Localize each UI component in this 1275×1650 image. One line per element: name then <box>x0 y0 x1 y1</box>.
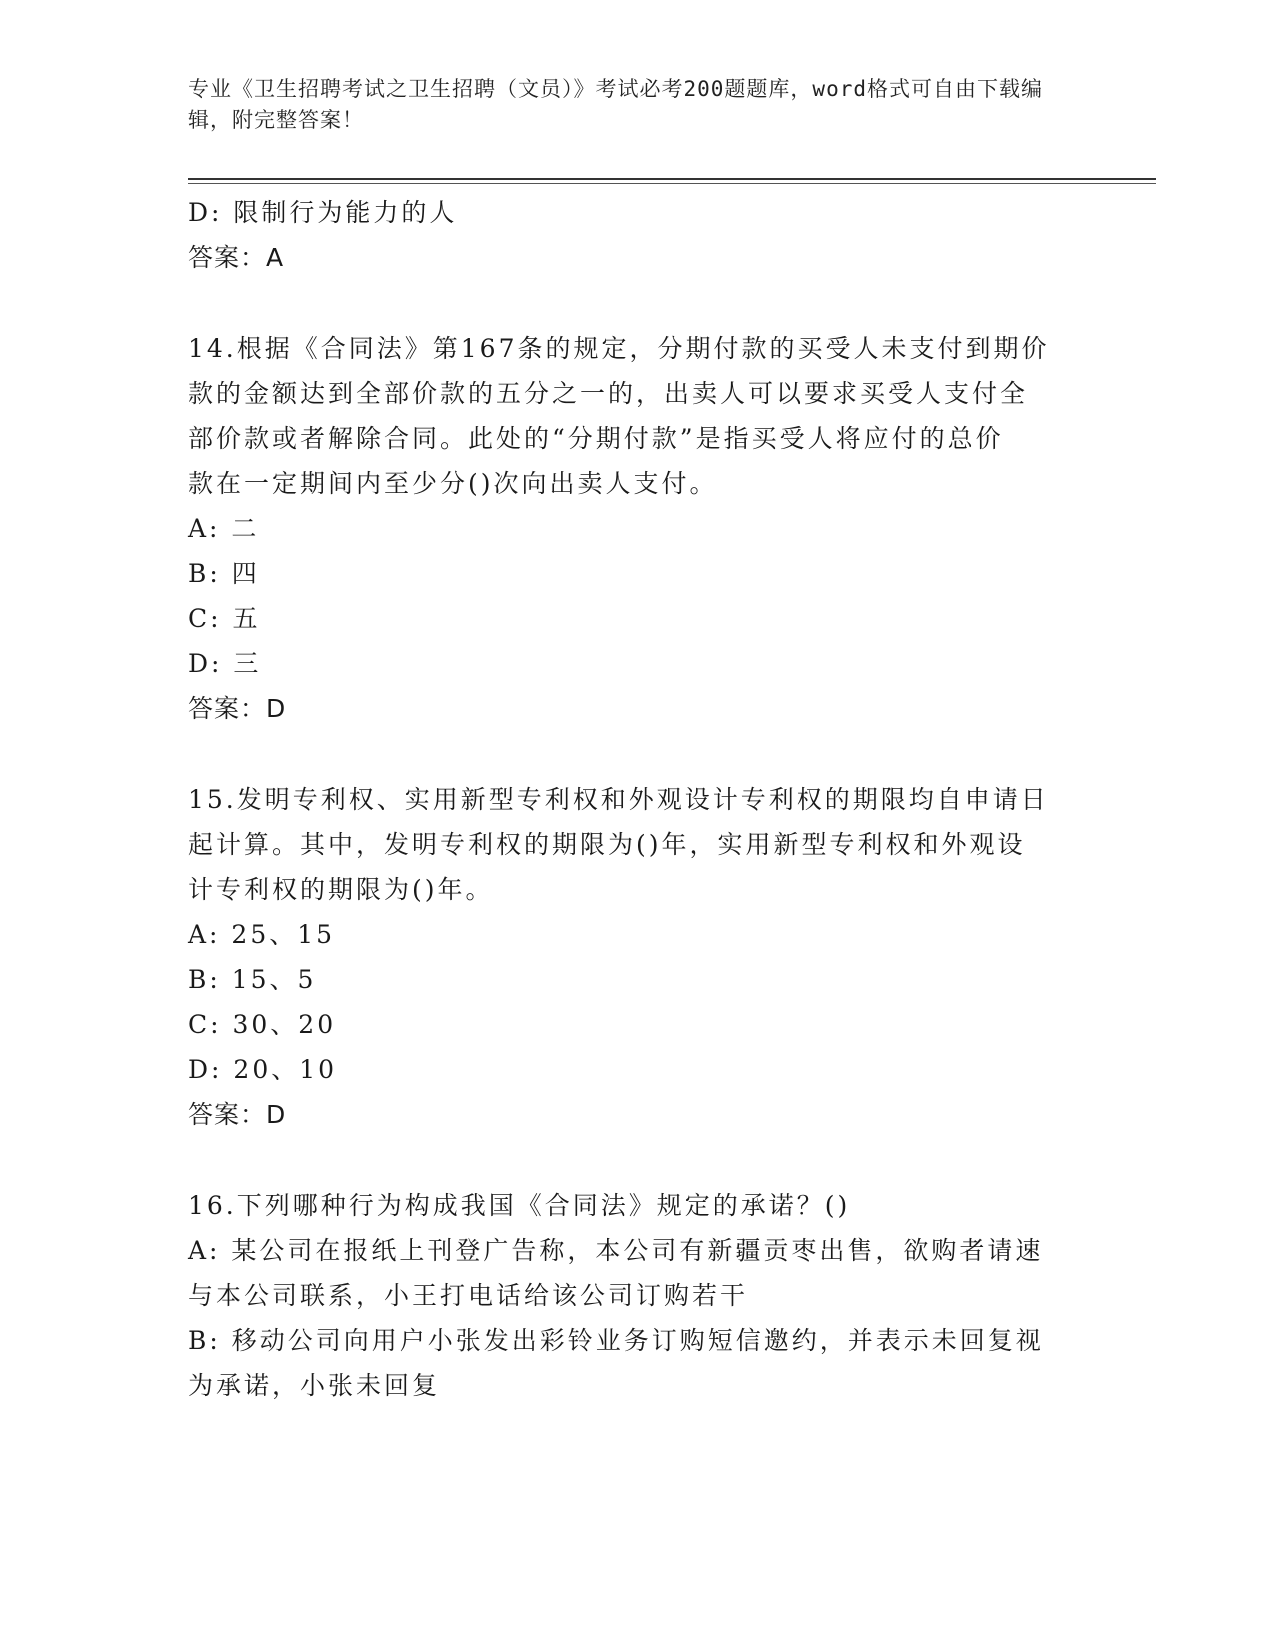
question-14-stem-line: 部价款或者解除合同。此处的“分期付款”是指买受人将应付的总价 <box>188 424 1004 453</box>
question-15 <box>188 777 1078 1137</box>
question-15-option-b: B: 15、5 <box>188 965 317 994</box>
question-15-answer: 答案：D <box>188 1100 287 1129</box>
header-divider-thin <box>188 183 1156 184</box>
document-header: 专业《卫生招聘考试之卫生招聘（文员）》考试必考200题题库，word格式可自由下载编辑，附完整答案！ <box>188 77 1043 132</box>
header-divider-thick <box>188 178 1156 180</box>
question-15-option-c: C: 30、20 <box>188 1010 337 1039</box>
question-14 <box>188 326 1078 731</box>
question-14-stem-line: 14.根据《合同法》第167条的规定，分期付款的买受人未支付到期价 <box>188 334 1050 363</box>
question-15-stem-line: 起计算。其中，发明专利权的期限为()年，实用新型专利权和外观设 <box>188 830 1026 859</box>
spacer <box>188 1137 1078 1183</box>
question-14-stem-line: 款的金额达到全部价款的五分之一的，出卖人可以要求买受人支付全 <box>188 379 1029 408</box>
spacer <box>188 280 1078 326</box>
question-16 <box>188 1183 1078 1408</box>
question-16-option-b-cont: 为承诺，小张未回复 <box>188 1371 441 1400</box>
question-16-option-a-cont: 与本公司联系，小王打电话给该公司订购若干 <box>188 1281 749 1310</box>
question-14-answer: 答案：D <box>188 694 287 723</box>
question-14-option-c: C: 五 <box>188 604 261 633</box>
question-14-option-a: A: 二 <box>188 514 260 543</box>
question-15-stem-line: 15.发明专利权、实用新型专利权和外观设计专利权的期限均自申请日 <box>188 785 1049 814</box>
question-15-option-d: D: 20、10 <box>188 1055 338 1084</box>
prev-option-d: D: 限制行为能力的人 <box>188 198 458 227</box>
prev-answer: 答案：A <box>188 243 285 272</box>
question-16-option-a: A: 某公司在报纸上刊登广告称，本公司有新疆贡枣出售，欲购者请速 <box>188 1236 1044 1265</box>
question-14-stem-line: 款在一定期间内至少分()次向出卖人支付。 <box>188 469 718 498</box>
question-16-option-b: B: 移动公司向用户小张发出彩铃业务订购短信邀约，并表示未回复视 <box>188 1326 1044 1355</box>
question-16-stem-line: 16.下列哪种行为构成我国《合同法》规定的承诺？() <box>188 1191 851 1220</box>
question-14-option-b: B: 四 <box>188 559 260 588</box>
question-content <box>188 190 1078 1408</box>
question-14-option-d: D: 三 <box>188 649 262 678</box>
question-15-stem-line: 计专利权的期限为()年。 <box>188 875 494 904</box>
question-15-option-a: A: 25、15 <box>188 920 336 949</box>
spacer <box>188 731 1078 777</box>
